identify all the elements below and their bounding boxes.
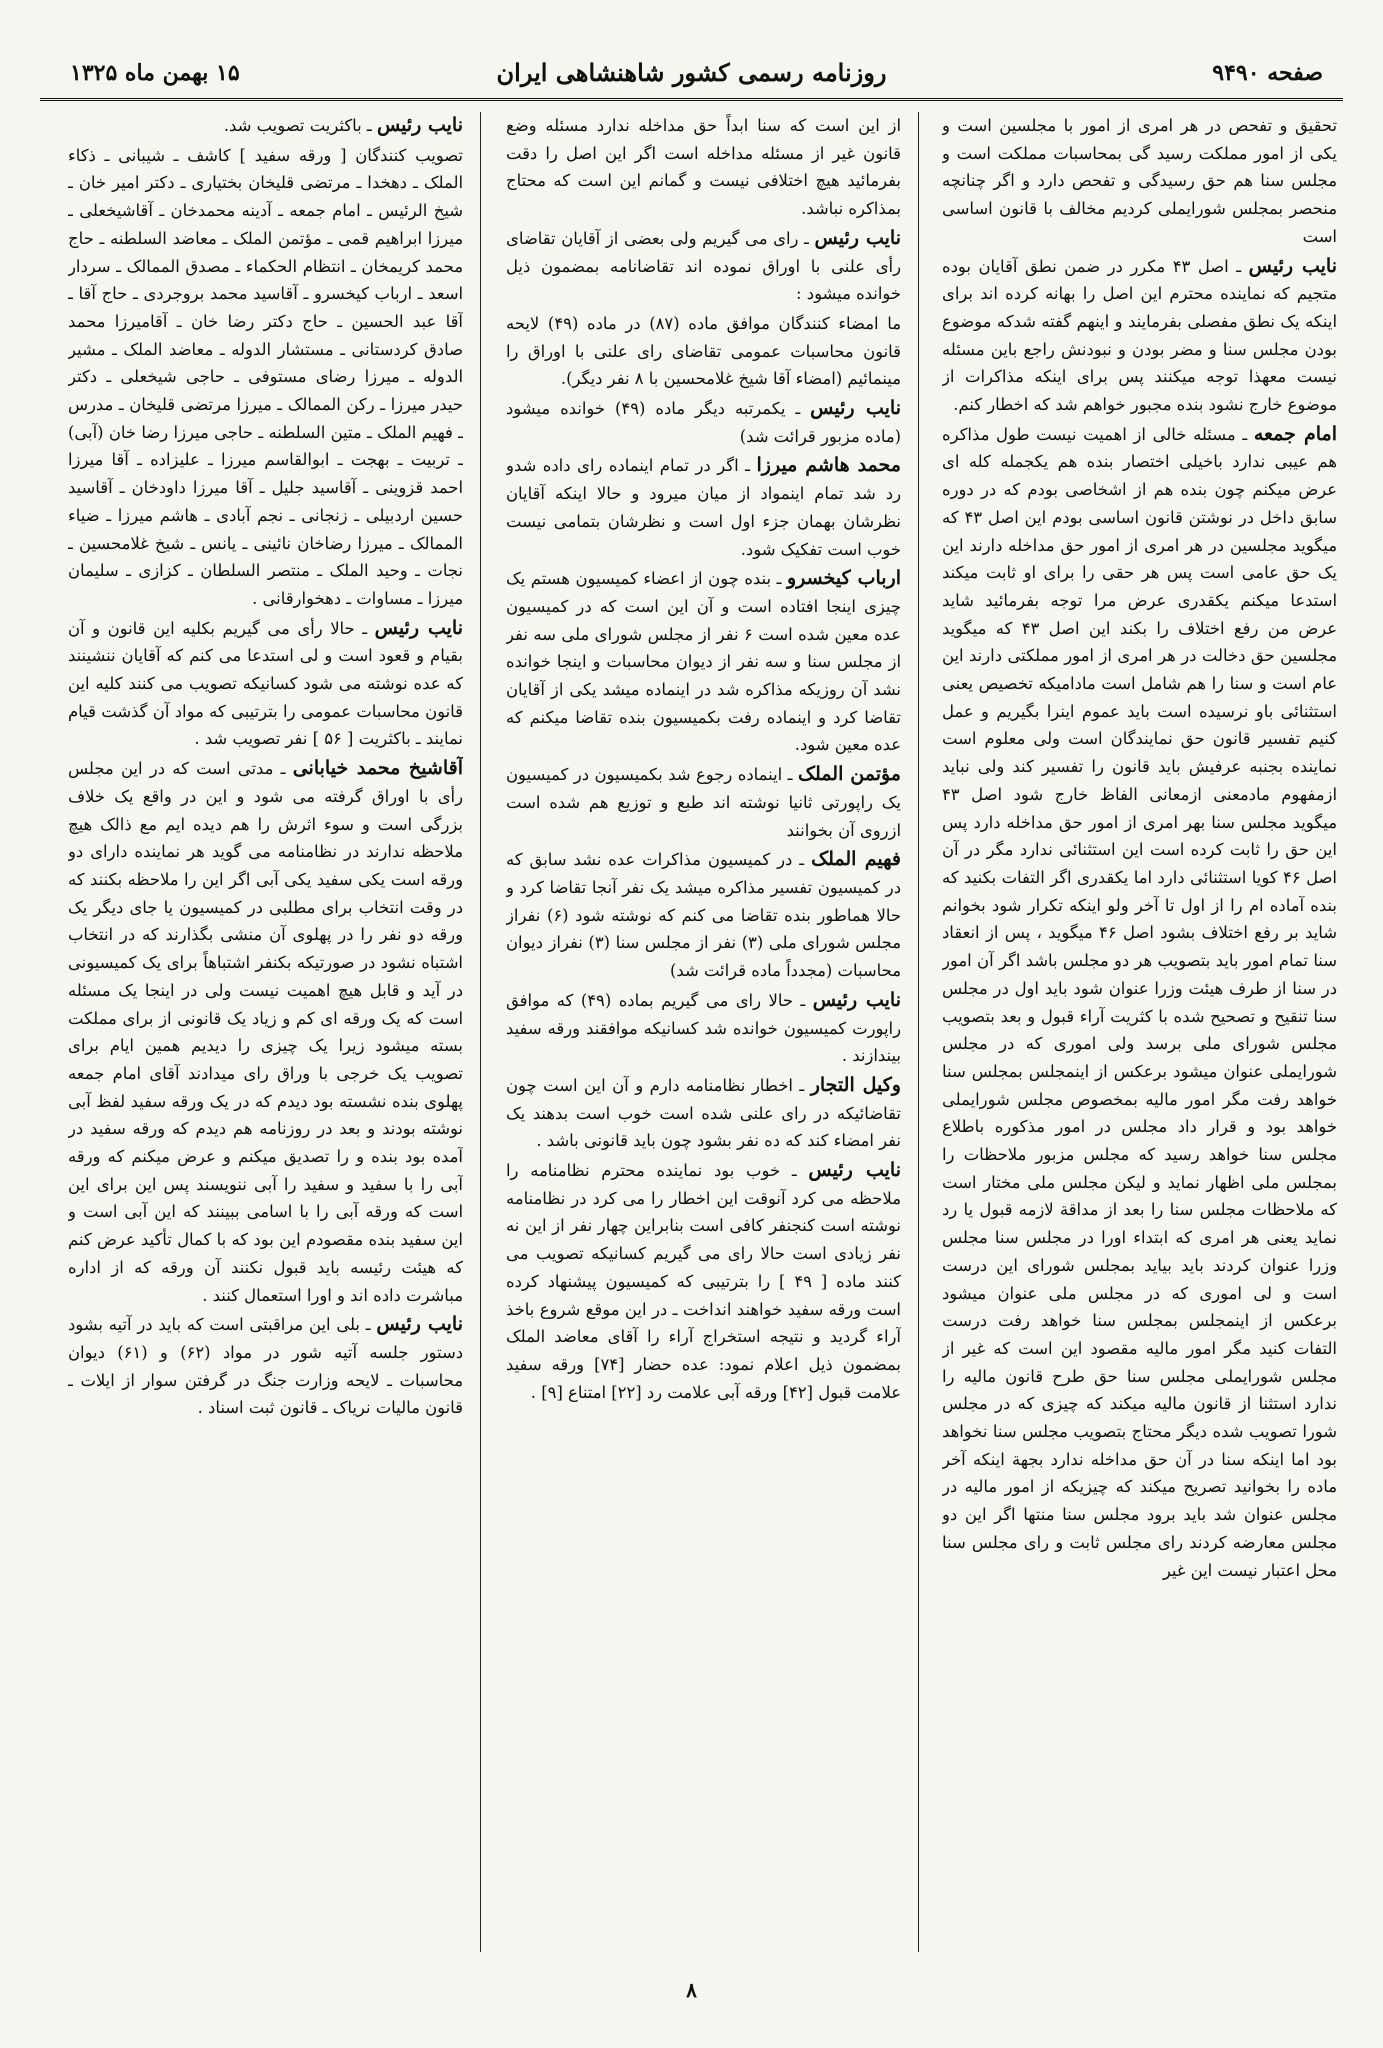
speech-paragraph (506, 761, 901, 844)
speaker-name: نایب رئیس (810, 397, 901, 420)
speaker-name: نایب رئیس (1248, 254, 1337, 277)
paragraph-text: ـ در کمیسیون مذاکرات عده نشد سابق که در کمیسیون تفسیر مذاکره میشد یک نفر آنجا تقاضا کرد و حالا هماطور بنده تقاضا می کنم که نوشته شود (۶) نفراز مجلس شورای ملی (۳) نفر از مجلس سنا (۳) نفراز دیوان محاسبات (مجدداً ماده قرائت شد) (506, 850, 901, 981)
text-paragraph (68, 142, 463, 613)
issue-date: ۱۵ بهمن ماه ۱۳۲۵ (70, 60, 240, 86)
speech-paragraph (506, 225, 901, 308)
page-header (40, 54, 1343, 101)
speech-paragraph (506, 395, 901, 450)
paragraph-text: ـ بنده چون از اعضاء کمیسیون هستم یک چیزی اینجا افتاده است و آن این است که در کمیسیون عده معین شده است ۶ نفر از مجلس شورای ملی سه نفر از مجلس سنا و سه نفر از دیوان محاسبات و اینجا خوانده نشد آن روزیکه مذاکره شد در اینماده میشد یکی از آقایان تقاضا کرد و اینماده رفت بکمیسیون بنده تقاضا میکنم که عده معین شود. (506, 569, 901, 755)
paragraph-text: ـ مدتی است که در این مجلس رأی با اوراق گرفته می شود و این در واقع یک خلاف بزرگی است و سوء اثرش را هم دیده ایم مع ذالک هیچ ملاحظه ندارند در نظامنامه می گوید هر نماینده دارای دو ورقه است یکی سفید یکی آبی اگر این را ملاحظه بکنند که در وقت انتخاب برای مطلبی در کمیسیون یا جای دیگر یک ورقه دو نفر را در پهلوی آن منشی بگذارند که در انتخاب اشتباه نشود در صورتیکه بکنفر اشتباهاً برای یک کمیسیونی در آید و قابل هیچ اهمیت نیست ولی در اینجا یک مسئله است که یک ورقه ای کم و زیاد یک قانونی از برای مملکت بسته میشود زیرا یک چیزی را دیدیم همین ایام برای تصویب یک خرجی با وراق رای میدادند آقای امام جمعه پهلوی بنده نشسته بود دیدم که در یک ورقه سفید لفظ آبی نوشته بودند و بعد در روزنامه هم دیدم که ورقه سفید در آمده بود بنده و را تصدیق میکنم و عرض میکنم که ورقه آبی را با سفید و سفید را آبی ننویسند پس این برای این است که ورقه آبی را با اسامی ببینند که این آبی است و این سفید بنده مقصودم این بود که با کمال تأکید عرض کنم که هیئت رئیسه باید قبول نکنند آن ورقه که از اداره مباشرت داده اند و اورا استعمال کنند . (68, 759, 463, 1305)
newspaper-page (40, 40, 1343, 2008)
paragraph-text: ـ اگر در تمام اینماده رای داده شدو رد شد تمام اینمواد از میان میرود و حالا اینکه آقایان نظرشان بهمان جزء اول است و نظرشان بتمامی نیست خوب است تفکیک شود. (506, 456, 901, 559)
speech-paragraph (942, 421, 1337, 1585)
paragraph-text: ـ رای می گیریم ولی بعضی از آقایان تقاضای رأی علنی با اوراق نموده اند تقاضانامه بمضمون ذیل خوانده میشود : (506, 228, 901, 304)
speaker-name: محمد هاشم میرزا (756, 454, 901, 477)
paragraph-text: ـ خوب بود نماینده محترم نظامنامه را ملاحظه می کرد آنوقت این اخطار را می کرد در نظامنامه نوشته است کنجنفر کافی است بنابراین چهار نفر از این نه نفر زیادی است حالا رای می گیریم کسانیکه تصویب می کنند ماده [ ۴۹ ] را بترتیبی که کمیسیون پیشنهاد کرده است ورقه سفید خواهند انداخت ـ در این موقع شروع باخذ آراء گردید و نتیجه استخراج آراء را آقای معاضد الملک بمضمون ذیل اعلام نمود: عده حضار [۷۴] ورقه سفید علامت قبول [۴۲] ورقه آبی علامت رد [۲۲] امتناع [۹] . (506, 1161, 901, 1402)
paragraph-text: ـ حالا رای می گیریم بماده (۴۹) که موافق راپورت کمیسیون خوانده شد کسانیکه موافقند ورقه سفید بیندازند . (506, 990, 901, 1066)
speech-paragraph (506, 1157, 901, 1406)
folio-number: ۸ (686, 1978, 697, 2002)
paragraph-text: از این است که سنا ابداً حق مداخله ندارد مسئله وضع قانون غیر از مسئله مداخله است اگر این اصل را دقت بفرمائید هیچ اختلافی نیست و گمانم این است که محتاج بمذاکره نباشد. (506, 116, 901, 219)
column-middle (506, 112, 901, 1952)
speech-paragraph (506, 452, 901, 563)
speech-paragraph (68, 615, 463, 754)
paragraph-text: تصویب کنندگان [ ورقه سفید ] کاشف ـ شیبانی ـ ذکاء الملک ـ دهخدا ـ مرتضی قلیخان بختیاری ـ دکتر امیر خان ـ شیخ الرئیس ـ امام جمعه ـ آدینه محمدخان ـ آقاشیخعلی ـ میرزا ابراهیم قمی ـ مؤتمن الملک ـ معاضد السلطنه ـ حاج محمد کریمخان ـ انتظام الحکماء ـ مصدق الممالک ـ سردار اسعد ـ ارباب کیخسرو ـ آقاسید محمد بروجردی ـ حاج آقا ـ آقا عبد الحسین ـ حاج دکتر رضا خان ـ آقامیرزا محمد صادق کردستانی ـ مستشار الدوله ـ معاضد الملک ـ مشیر الدوله ـ میرزا رضای مستوفی ـ حاجی شیخعلی ـ دکتر حیدر میرزا ـ رکن الممالک ـ میرزا مرتضی قلیخان ـ مدرس ـ فهیم الملک ـ متین السلطنه ـ حاجی میرزا رضا خان (آبی) ـ تربیت ـ بهجت ـ ابوالقاسم میرزا ـ علیزاده ـ آقا میرزا احمد قزوینی ـ آقاسید جلیل ـ آقا میرزا داودخان ـ آقاسید حسین اردبیلی ـ زنجانی ـ نجم آبادی ـ هاشم میرزا ـ ضیاء الممالک ـ میرزا رضاخان نائینی ـ یانس ـ شیخ غلامحسین ـ نجات ـ وحید الملک ـ منتصر السلطان ـ کزازی ـ سلیمان میرزا ـ مساوات ـ دهخوارقانی . (68, 145, 463, 608)
speaker-name: نایب رئیس (374, 616, 463, 639)
speech-paragraph (68, 1311, 463, 1422)
speaker-name: امام جمعه (1253, 422, 1337, 445)
speech-paragraph (506, 987, 901, 1070)
speaker-name: ارباب کیخسرو (786, 567, 901, 590)
speaker-name: وکیل التجار (810, 1073, 901, 1096)
text-paragraph (506, 112, 901, 223)
text-paragraph (942, 112, 1337, 251)
paragraph-text: ـ بلی این مراقبتی است که باید در آتیه بشود دستور جلسه آتیه شور در مواد (۶۲) و (۶۱) دیوان محاسبات ـ لایحه وزارت جنگ در گرفتن سوار از ایلات ـ قانون مالیات نریاک ـ قانون ثبت اسناد . (68, 1315, 463, 1418)
speech-paragraph (506, 565, 901, 759)
column-divider (918, 112, 919, 1952)
speech-paragraph (942, 253, 1337, 419)
page-number-label: صفحه ۹۴۹۰ (1212, 60, 1323, 86)
speaker-name: آقاشیخ محمد خیابانی (292, 757, 463, 780)
speaker-name: نایب رئیس (814, 226, 901, 249)
paragraph-text: ـ یکمرتبه دیگر ماده (۴۹) خوانده میشود (ماده مزبور قرائت شد) (506, 399, 901, 446)
paragraph-text: ما امضاء کنندگان موافق ماده (۸۷) در ماده (۴۹) لایحه قانون محاسبات عمومی تقاضای رای علنی با اوراق را مینمائیم (امضاء آقا شیخ غلامحسین با ۸ نفر دیگر). (506, 313, 901, 389)
paragraph-text: ـ اخطار نظامنامه دارم و آن این است چون تقاضائیکه در رای علنی شده است خوب است بدهند یک نفر امضاء کند که ده نفر بشود چون باید قانونی باشد . (506, 1075, 901, 1151)
speech-paragraph (68, 112, 463, 140)
speech-paragraph (68, 755, 463, 1309)
text-paragraph (506, 310, 901, 393)
speaker-name: نایب رئیس (808, 1159, 901, 1182)
speaker-name: نایب رئیس (376, 1313, 463, 1336)
speaker-name: فهیم الملک (811, 848, 901, 871)
newspaper-title: روزنامه رسمی کشور شاهنشاهی ایران (496, 58, 887, 87)
paragraph-text: ـ باکثریت تصویب شد. (223, 116, 377, 135)
speaker-name: مؤتمن الملک (798, 763, 901, 786)
paragraph-text: ـ اینماده رجوع شد بکمیسیون در کمیسیون یک راپورتی ثانیا نوشته اند طبع و توزیع هم شده است ازروی آن بخوانند (506, 765, 901, 840)
speech-paragraph (506, 1072, 901, 1155)
paragraph-text: ـ اصل ۴۳ مکرر در ضمن نطق آقایان بوده متجیم که نماینده محترم این اصل را بهانه کرده اند برای اینکه یک نطق مفصلی بفرمایند و اینهم گفته شدکه موضوع بودن مجلس سنا و مضر بودن و نبودنش راجع باین مسئله نیست معهذا توجه میکنند پس برای اینکه مذاکرات از موضوع خارج نشود بنده مجبور خواهم شد که اخطار کنم. (942, 256, 1337, 415)
paragraph-text: ـ حالا رأی می گیریم بکلیه این قانون و آن بقیام و قعود است و لی استدعا می کنم که آقایان ننشینند که عده نوشته می شود کسانیکه تصویب می کنند کلیه این قانون محاسبات عمومی را بترتیبی که مواد آن گذشت قیام نمایند ـ باکثریت [ ۵۶ ] نفر تصویب شد . (68, 618, 463, 749)
speaker-name: نایب رئیس (376, 114, 463, 136)
paragraph-text: ـ مسئله خالی از اهمیت نیست طول مذاکره هم عیبی ندارد باخیلی اختصار بنده هم یکجمله کله ای عرض میکنم چون بنده هم از اشخاصی بودم که در دوره سابق داخل در نوشتن قانون اساسی بودم این اصل ۴۳ که میگوید مجلسین در هر امری از امور حق مداخله دارند این یک حق عامی است پس هر حقی را برای او ثابت میکند استدعا میکنم یکقدری عرض مرا توجه بفرمائید شاید عرض من رفع اختلاف را بکند این اصل ۴۳ که میگوید مجلسین حق دخالت در هر امری از امور مملکتی دارند این عام است و سنا را هم شامل است مادامیکه تخصیص یعنی استثنائی باو نرسیده است باید عموم اینرا بگیریم و عمل کنیم تفسیر قانون حق نمایندگان است ولی معلوم است نماینده بجنبه عرفیش باید قانون را تفسیر کند ولی نباید ازمفهوم مادمعنی ازمعانی الفاظ خارج شود اصل ۴۳ میگوید مجلس سنا بهر امری از امور حق مداخله دارد پس این حق را ثابت کرده است این استثنائی ندارد مگر در آن اصل ۴۶ کویا استثنائی دارد اما یکقدری اگر التفات بکنید که بنده آماده ام را از اول تا آخر ولو اینکه تکرار شود بخوانم شاید بر رفع اختلاف بشود اصل ۴۶ میگوید ، پس از انعقاد سنا تمام امور باید بتصویب هر دو مجلس باشد اگر آن امور در سنا از طرف هیئت وزرا عنوان شود باید اول در مجلس سنا تنقیح و تصحیح شده با کثریت آراء قبول و بعد بتصویب مجلس شورای ملی برسد ولی اموری که در مجلس شورایملی عنوان میشود برعکس از اینمجلس بمجلس سنا خواهد رفت مگر امور مالیه بمخصوص مجلس شورایملی خواهد بود و قرار داد مجلس در امور مذکوره باطلاع مجلس سنا خواهد رسید که مجلس مزبور ملاحظات را بمجلس ملی اظهار نماید و لیکن مجلس ملی مختار است که ملاحظات مجلس سنا را بعد از مداقة لازمه قبول یا رد نماید یعنی هر امری که ابتداء اورا در مجلس سنا مجلس وزرا عنوان کردند باید بیاید بمجلس شورای این درست است و لی اموری که در مجلس ملی عنوان میشود برعکس از اینمجلس بمجلس سنا خواهد رفت درست التفات کنید مگر امور مالیه مقصود این است که غیر از مجلس شورایملی مجلس سنا حق طرح قانون مالیه را ندارد استثنا از قانون مالیه میکند که چیزی که در مجلس شورا تصویب شده دیگر محتاج بتصویب مجلس سنا نخواهد بود اما اینکه سنا در آن حق مداخله ندارد بجهة اینکه آخر ماده را بخوانید تصریح میکند که چیزیکه از امور مالیه در مجلس عنوان شد باید برود مجلس سنا منتها اگر این دو مجلس معارضه کردند رای مجلس ثابت و رای مجلس سنا محل اعتبار نیست این غیر (942, 424, 1337, 1580)
column-right (942, 112, 1337, 1952)
column-left (68, 112, 463, 1952)
speaker-name: نایب رئیس (812, 988, 901, 1011)
column-divider (480, 112, 481, 1952)
speech-paragraph (506, 846, 901, 985)
paragraph-text: تحقیق و تفحص در هر امری از امور با مجلسین است و یکی از امور مملکت رسید گی بمحاسبات مملکت است و مجلس سنا هم حق رسیدگی و تفحص دارد و اگر چنانچه منحصر بمجلس شورایملی کردیم مخالف با قانون اساسی است (942, 116, 1337, 246)
